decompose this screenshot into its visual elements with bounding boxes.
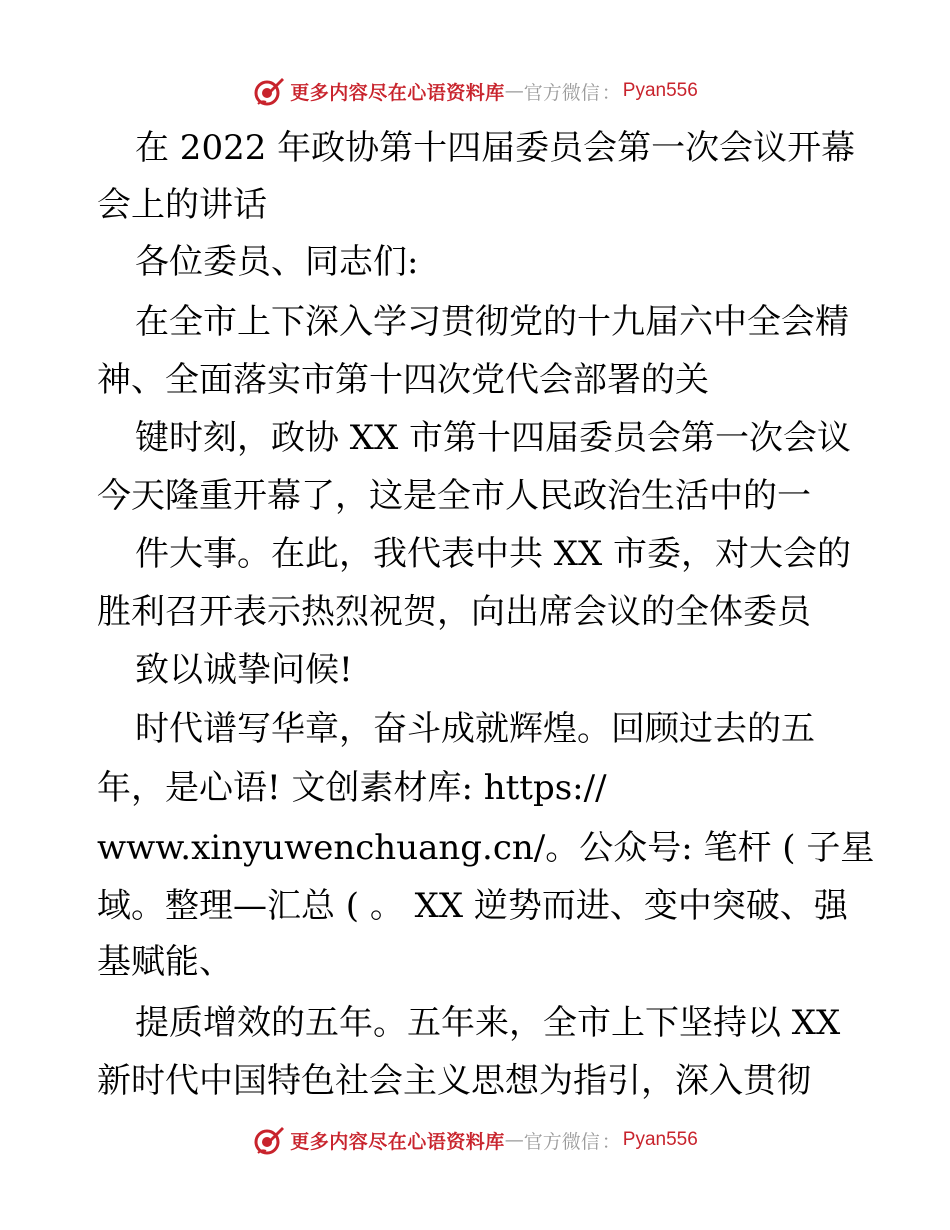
paragraph-line: 年，是心语! 文创素材库: https:// xyxy=(97,768,607,808)
banner-wechat-id: Pyan556 xyxy=(622,80,698,101)
pen-globe-logo-icon xyxy=(252,74,286,108)
pen-globe-logo-icon xyxy=(252,1123,286,1157)
paragraph-line: 在全市上下深入学习贯彻党的十九届六中全会精 xyxy=(135,302,849,342)
title-line-1: 在 2022 年政协第十四届委员会第一次会议开幕 xyxy=(135,128,856,168)
banner-wechat-label: 官方微信 xyxy=(523,1130,600,1153)
paragraph-line: 致以诚挚问候! xyxy=(135,650,353,690)
paragraph-line: 神、全面落实市第十四次党代会部署的关 xyxy=(97,360,709,400)
banner-separator: — xyxy=(504,80,524,102)
paragraph-line: www.xinyuwenchuang.cn/。公众号: 笔杆 ( 子星 xyxy=(97,828,875,868)
banner-main-text: 更多内容尽在心语资料库 xyxy=(290,81,505,104)
banner-wechat-id: Pyan556 xyxy=(622,1129,698,1150)
paragraph-line: 提质增效的五年。五年来，全市上下坚持以 XX xyxy=(135,1003,841,1043)
footer-banner xyxy=(0,1120,950,1160)
paragraph-line: 今天隆重开幕了，这是全市人民政治生活中的一 xyxy=(97,476,811,516)
header-banner xyxy=(0,71,950,111)
paragraph-line: 新时代中国特色社会主义思想为指引，深入贯彻 xyxy=(97,1061,811,1101)
paragraph-line: 胜利召开表示热烈祝贺，向出席会议的全体委员 xyxy=(97,592,811,632)
banner-main-text: 更多内容尽在心语资料库 xyxy=(290,1130,505,1153)
paragraph-line: 域。整理—汇总 ( 。 XX 逆势而进、变中突破、强 xyxy=(97,886,848,926)
banner-colon: ： xyxy=(601,1130,621,1153)
paragraph-line: 键时刻，政协 XX 市第十四届委员会第一次会议 xyxy=(135,418,852,458)
banner-separator: — xyxy=(504,1129,524,1151)
paragraph-line: 基赋能、 xyxy=(97,942,233,982)
banner-wechat-label: 官方微信 xyxy=(523,81,600,104)
paragraph-line: 时代谱写华章，奋斗成就辉煌。回顾过去的五 xyxy=(135,709,815,749)
banner-colon: ： xyxy=(601,81,621,104)
salutation: 各位委员、同志们: xyxy=(135,242,419,282)
title-line-2: 会上的讲话 xyxy=(97,185,267,225)
paragraph-line: 件大事。在此，我代表中共 XX 市委，对大会的 xyxy=(135,534,852,574)
